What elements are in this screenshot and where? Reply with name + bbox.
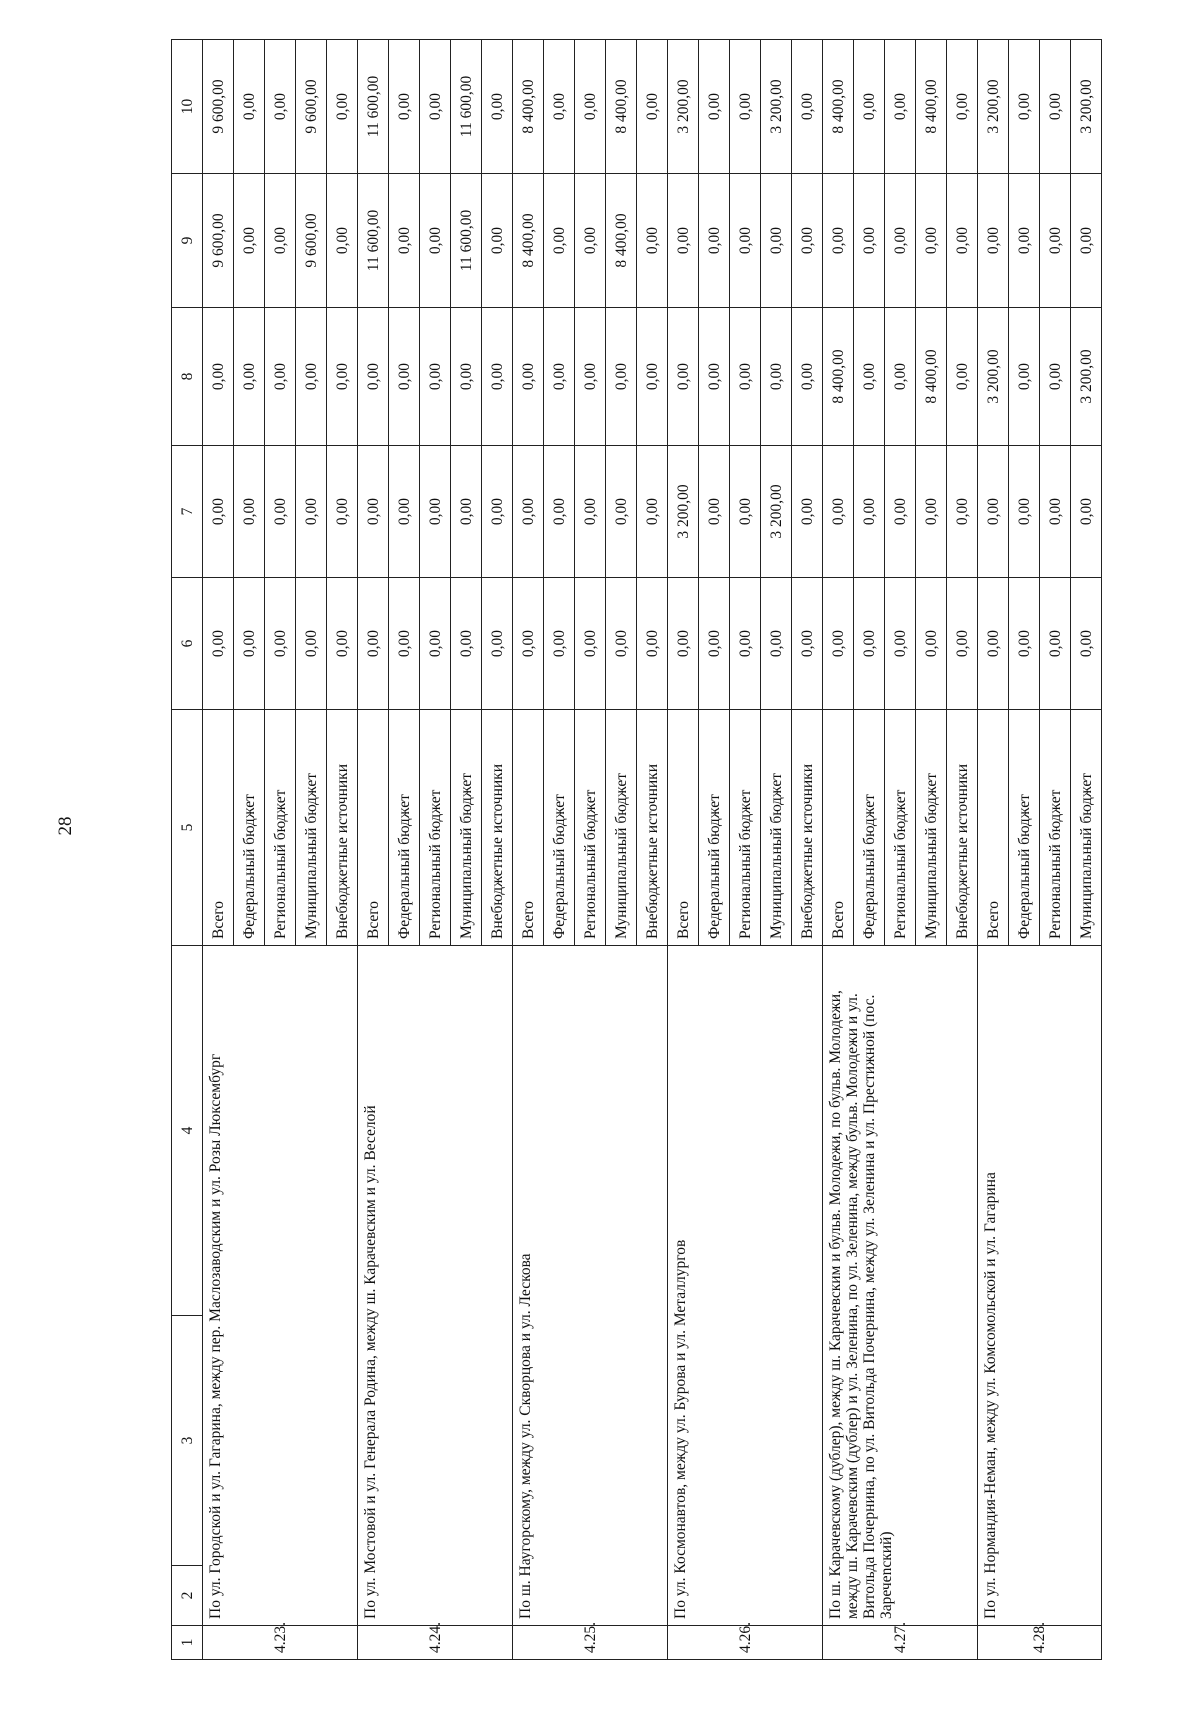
value-col-9: 0,00 (1009, 174, 1040, 308)
item-code: 4.27. (823, 1626, 978, 1660)
value-col-10: 0,00 (265, 40, 296, 174)
value-col-10: 0,00 (544, 40, 575, 174)
value-col-6: 0,00 (916, 578, 947, 710)
value-col-6: 0,00 (265, 578, 296, 710)
value-col-9: 0,00 (916, 174, 947, 308)
value-col-8: 0,00 (296, 308, 327, 446)
value-col-10: 0,00 (1040, 40, 1071, 174)
value-col-8: 0,00 (482, 308, 513, 446)
value-col-8: 0,00 (947, 308, 978, 446)
value-col-9: 0,00 (1040, 174, 1071, 308)
value-col-6: 0,00 (885, 578, 916, 710)
value-col-9: 0,00 (637, 174, 668, 308)
table-row (978, 40, 1009, 1660)
value-col-7: 0,00 (606, 446, 637, 578)
value-col-9: 8 400,00 (606, 174, 637, 308)
value-col-8: 0,00 (761, 308, 792, 446)
value-col-7: 0,00 (1009, 446, 1040, 578)
value-col-10: 8 400,00 (513, 40, 544, 174)
funding-source: Всего (513, 710, 544, 946)
value-col-9: 9 600,00 (296, 174, 327, 308)
value-col-6: 0,00 (947, 578, 978, 710)
value-col-10: 8 400,00 (823, 40, 854, 174)
funding-source: Региональный бюджет (730, 710, 761, 946)
value-col-6: 0,00 (668, 578, 699, 710)
value-col-8: 0,00 (885, 308, 916, 446)
value-col-10: 0,00 (1009, 40, 1040, 174)
funding-source: Федеральный бюджет (234, 710, 265, 946)
value-col-6: 0,00 (792, 578, 823, 710)
value-col-7: 0,00 (513, 446, 544, 578)
value-col-7: 0,00 (885, 446, 916, 578)
value-col-8: 8 400,00 (823, 308, 854, 446)
value-col-6: 0,00 (637, 578, 668, 710)
funding-source: Федеральный бюджет (699, 710, 730, 946)
value-col-10: 0,00 (575, 40, 606, 174)
value-col-9: 0,00 (792, 174, 823, 308)
page-number: 28 (55, 816, 76, 836)
value-col-8: 0,00 (699, 308, 730, 446)
funding-source: Региональный бюджет (575, 710, 606, 946)
value-col-9: 0,00 (823, 174, 854, 308)
value-col-10: 11 600,00 (451, 40, 482, 174)
table-row (513, 40, 544, 1660)
value-col-10: 8 400,00 (606, 40, 637, 174)
value-col-7: 0,00 (978, 446, 1009, 578)
value-col-6: 0,00 (451, 578, 482, 710)
column-header: 10 (172, 40, 203, 174)
value-col-6: 0,00 (1040, 578, 1071, 710)
value-col-10: 0,00 (327, 40, 358, 174)
table-row (203, 40, 234, 1660)
value-col-9: 0,00 (1071, 174, 1102, 308)
value-col-9: 0,00 (668, 174, 699, 308)
value-col-7: 0,00 (358, 446, 389, 578)
column-header: 8 (172, 308, 203, 446)
value-col-7: 0,00 (947, 446, 978, 578)
value-col-8: 0,00 (327, 308, 358, 446)
value-col-8: 3 200,00 (978, 308, 1009, 446)
value-col-10: 3 200,00 (761, 40, 792, 174)
value-col-6: 0,00 (296, 578, 327, 710)
value-col-8: 0,00 (854, 308, 885, 446)
value-col-7: 0,00 (296, 446, 327, 578)
value-col-6: 0,00 (482, 578, 513, 710)
value-col-6: 0,00 (203, 578, 234, 710)
value-col-10: 0,00 (389, 40, 420, 174)
value-col-9: 0,00 (575, 174, 606, 308)
funding-source: Внебюджетные источники (482, 710, 513, 946)
column-header: 5 (172, 710, 203, 946)
funding-source: Всего (203, 710, 234, 946)
value-col-9: 9 600,00 (203, 174, 234, 308)
value-col-8: 0,00 (451, 308, 482, 446)
value-col-6: 0,00 (823, 578, 854, 710)
funding-source: Региональный бюджет (420, 710, 451, 946)
column-header: 1 (172, 1626, 203, 1660)
column-header: 6 (172, 578, 203, 710)
value-col-8: 0,00 (389, 308, 420, 446)
value-col-8: 0,00 (730, 308, 761, 446)
value-col-10: 3 200,00 (1071, 40, 1102, 174)
value-col-8: 8 400,00 (916, 308, 947, 446)
item-name: По ул. Космонавтов, между ул. Бурова и ул. Металлургов (668, 946, 823, 1626)
column-header: 2 (172, 1566, 203, 1626)
funding-source: Муниципальный бюджет (916, 710, 947, 946)
column-header: 4 (172, 946, 203, 1316)
value-col-7: 0,00 (1071, 446, 1102, 578)
value-col-7: 0,00 (420, 446, 451, 578)
value-col-8: 0,00 (234, 308, 265, 446)
value-col-7: 3 200,00 (761, 446, 792, 578)
item-name: По ул. Нормандия-Неман, между ул. Комсомольской и ул. Гагарина (978, 946, 1102, 1626)
value-col-7: 0,00 (823, 446, 854, 578)
value-col-9: 11 600,00 (358, 174, 389, 308)
value-col-7: 0,00 (451, 446, 482, 578)
funding-source: Федеральный бюджет (544, 710, 575, 946)
value-col-10: 0,00 (947, 40, 978, 174)
funding-source: Всего (823, 710, 854, 946)
item-name: По ул. Мостовой и ул. Генерала Родина, между ш. Карачевским и ул. Веселой (358, 946, 513, 1626)
value-col-6: 0,00 (513, 578, 544, 710)
value-col-6: 0,00 (358, 578, 389, 710)
budget-table (171, 39, 1102, 1660)
value-col-10: 3 200,00 (978, 40, 1009, 174)
funding-source: Муниципальный бюджет (606, 710, 637, 946)
funding-source: Муниципальный бюджет (761, 710, 792, 946)
value-col-7: 0,00 (792, 446, 823, 578)
table-row (358, 40, 389, 1660)
value-col-8: 0,00 (637, 308, 668, 446)
funding-source: Муниципальный бюджет (296, 710, 327, 946)
value-col-9: 0,00 (730, 174, 761, 308)
value-col-7: 0,00 (730, 446, 761, 578)
value-col-7: 0,00 (1040, 446, 1071, 578)
value-col-7: 0,00 (234, 446, 265, 578)
item-code: 4.26. (668, 1626, 823, 1660)
funding-source: Федеральный бюджет (389, 710, 420, 946)
value-col-9: 0,00 (885, 174, 916, 308)
value-col-9: 0,00 (234, 174, 265, 308)
funding-source: Федеральный бюджет (854, 710, 885, 946)
value-col-7: 0,00 (575, 446, 606, 578)
table-body (172, 40, 1102, 1660)
value-col-8: 0,00 (265, 308, 296, 446)
item-name: По ш. Наугорскому, между ул. Скворцова и ул. Лескова (513, 946, 668, 1626)
value-col-10: 0,00 (699, 40, 730, 174)
value-col-10: 0,00 (637, 40, 668, 174)
value-col-7: 0,00 (327, 446, 358, 578)
value-col-10: 0,00 (234, 40, 265, 174)
item-code: 4.25. (513, 1626, 668, 1660)
value-col-10: 0,00 (730, 40, 761, 174)
value-col-8: 0,00 (668, 308, 699, 446)
value-col-8: 0,00 (792, 308, 823, 446)
value-col-10: 3 200,00 (668, 40, 699, 174)
funding-source: Региональный бюджет (1040, 710, 1071, 946)
value-col-9: 0,00 (327, 174, 358, 308)
value-col-10: 0,00 (482, 40, 513, 174)
funding-source: Всего (358, 710, 389, 946)
value-col-6: 0,00 (420, 578, 451, 710)
value-col-9: 0,00 (544, 174, 575, 308)
value-col-8: 3 200,00 (1071, 308, 1102, 446)
value-col-9: 0,00 (699, 174, 730, 308)
funding-source: Федеральный бюджет (1009, 710, 1040, 946)
item-name: По ш. Карачевскому (дублер), между ш. Карачевским и бульв. Молодежи, по бульв. Молодежи, между ш. Карачевским (дублер) и ул. Зеленина, по ул. Зеленина, между бульв. Молодежи и ул. Витольда Почернина, по ул. Витольда Почернина, между ул. Зеленина и ул. Престижной (пос. Заречenский) (823, 946, 978, 1626)
item-code: 4.23. (203, 1626, 358, 1660)
value-col-7: 0,00 (389, 446, 420, 578)
value-col-9: 8 400,00 (513, 174, 544, 308)
column-header: 3 (172, 1316, 203, 1566)
item-name: По ул. Городской и ул. Гагарина, между пер. Маслозаводским и ул. Розы Люксембург (203, 946, 358, 1626)
value-col-9: 0,00 (389, 174, 420, 308)
funding-source: Внебюджетные источники (792, 710, 823, 946)
value-col-7: 0,00 (699, 446, 730, 578)
value-col-9: 0,00 (947, 174, 978, 308)
value-col-9: 0,00 (420, 174, 451, 308)
value-col-9: 0,00 (978, 174, 1009, 308)
value-col-8: 0,00 (358, 308, 389, 446)
value-col-6: 0,00 (544, 578, 575, 710)
column-header: 9 (172, 174, 203, 308)
value-col-7: 0,00 (482, 446, 513, 578)
value-col-6: 0,00 (575, 578, 606, 710)
value-col-10: 0,00 (885, 40, 916, 174)
value-col-9: 0,00 (482, 174, 513, 308)
value-col-10: 8 400,00 (916, 40, 947, 174)
column-header: 7 (172, 446, 203, 578)
value-col-6: 0,00 (389, 578, 420, 710)
funding-source: Муниципальный бюджет (451, 710, 482, 946)
value-col-10: 0,00 (420, 40, 451, 174)
value-col-6: 0,00 (1009, 578, 1040, 710)
value-col-8: 0,00 (203, 308, 234, 446)
budget-table-sheet (171, 40, 1095, 1660)
value-col-7: 0,00 (637, 446, 668, 578)
funding-source: Внебюджетные источники (637, 710, 668, 946)
value-col-9: 0,00 (854, 174, 885, 308)
funding-source: Всего (668, 710, 699, 946)
value-col-6: 0,00 (699, 578, 730, 710)
value-col-7: 0,00 (916, 446, 947, 578)
table-row (823, 40, 854, 1660)
value-col-8: 0,00 (544, 308, 575, 446)
value-col-8: 0,00 (420, 308, 451, 446)
value-col-8: 0,00 (575, 308, 606, 446)
value-col-7: 0,00 (265, 446, 296, 578)
value-col-6: 0,00 (606, 578, 637, 710)
value-col-6: 0,00 (978, 578, 1009, 710)
funding-source: Внебюджетные источники (327, 710, 358, 946)
value-col-7: 0,00 (854, 446, 885, 578)
value-col-10: 0,00 (854, 40, 885, 174)
value-col-6: 0,00 (730, 578, 761, 710)
value-col-9: 0,00 (761, 174, 792, 308)
value-col-8: 0,00 (1009, 308, 1040, 446)
value-col-8: 0,00 (1040, 308, 1071, 446)
value-col-8: 0,00 (513, 308, 544, 446)
value-col-10: 9 600,00 (296, 40, 327, 174)
value-col-9: 11 600,00 (451, 174, 482, 308)
value-col-10: 11 600,00 (358, 40, 389, 174)
value-col-7: 0,00 (203, 446, 234, 578)
item-code: 4.28. (978, 1626, 1102, 1660)
value-col-6: 0,00 (234, 578, 265, 710)
value-col-6: 0,00 (854, 578, 885, 710)
value-col-10: 0,00 (792, 40, 823, 174)
item-code: 4.24. (358, 1626, 513, 1660)
value-col-6: 0,00 (1071, 578, 1102, 710)
value-col-8: 0,00 (606, 308, 637, 446)
value-col-10: 9 600,00 (203, 40, 234, 174)
funding-source: Всего (978, 710, 1009, 946)
value-col-6: 0,00 (761, 578, 792, 710)
funding-source: Региональный бюджет (265, 710, 296, 946)
value-col-7: 0,00 (544, 446, 575, 578)
value-col-9: 0,00 (265, 174, 296, 308)
value-col-6: 0,00 (327, 578, 358, 710)
table-row (668, 40, 699, 1660)
funding-source: Внебюджетные источники (947, 710, 978, 946)
funding-source: Муниципальный бюджет (1071, 710, 1102, 946)
header-row (172, 40, 203, 1660)
funding-source: Региональный бюджет (885, 710, 916, 946)
value-col-7: 3 200,00 (668, 446, 699, 578)
